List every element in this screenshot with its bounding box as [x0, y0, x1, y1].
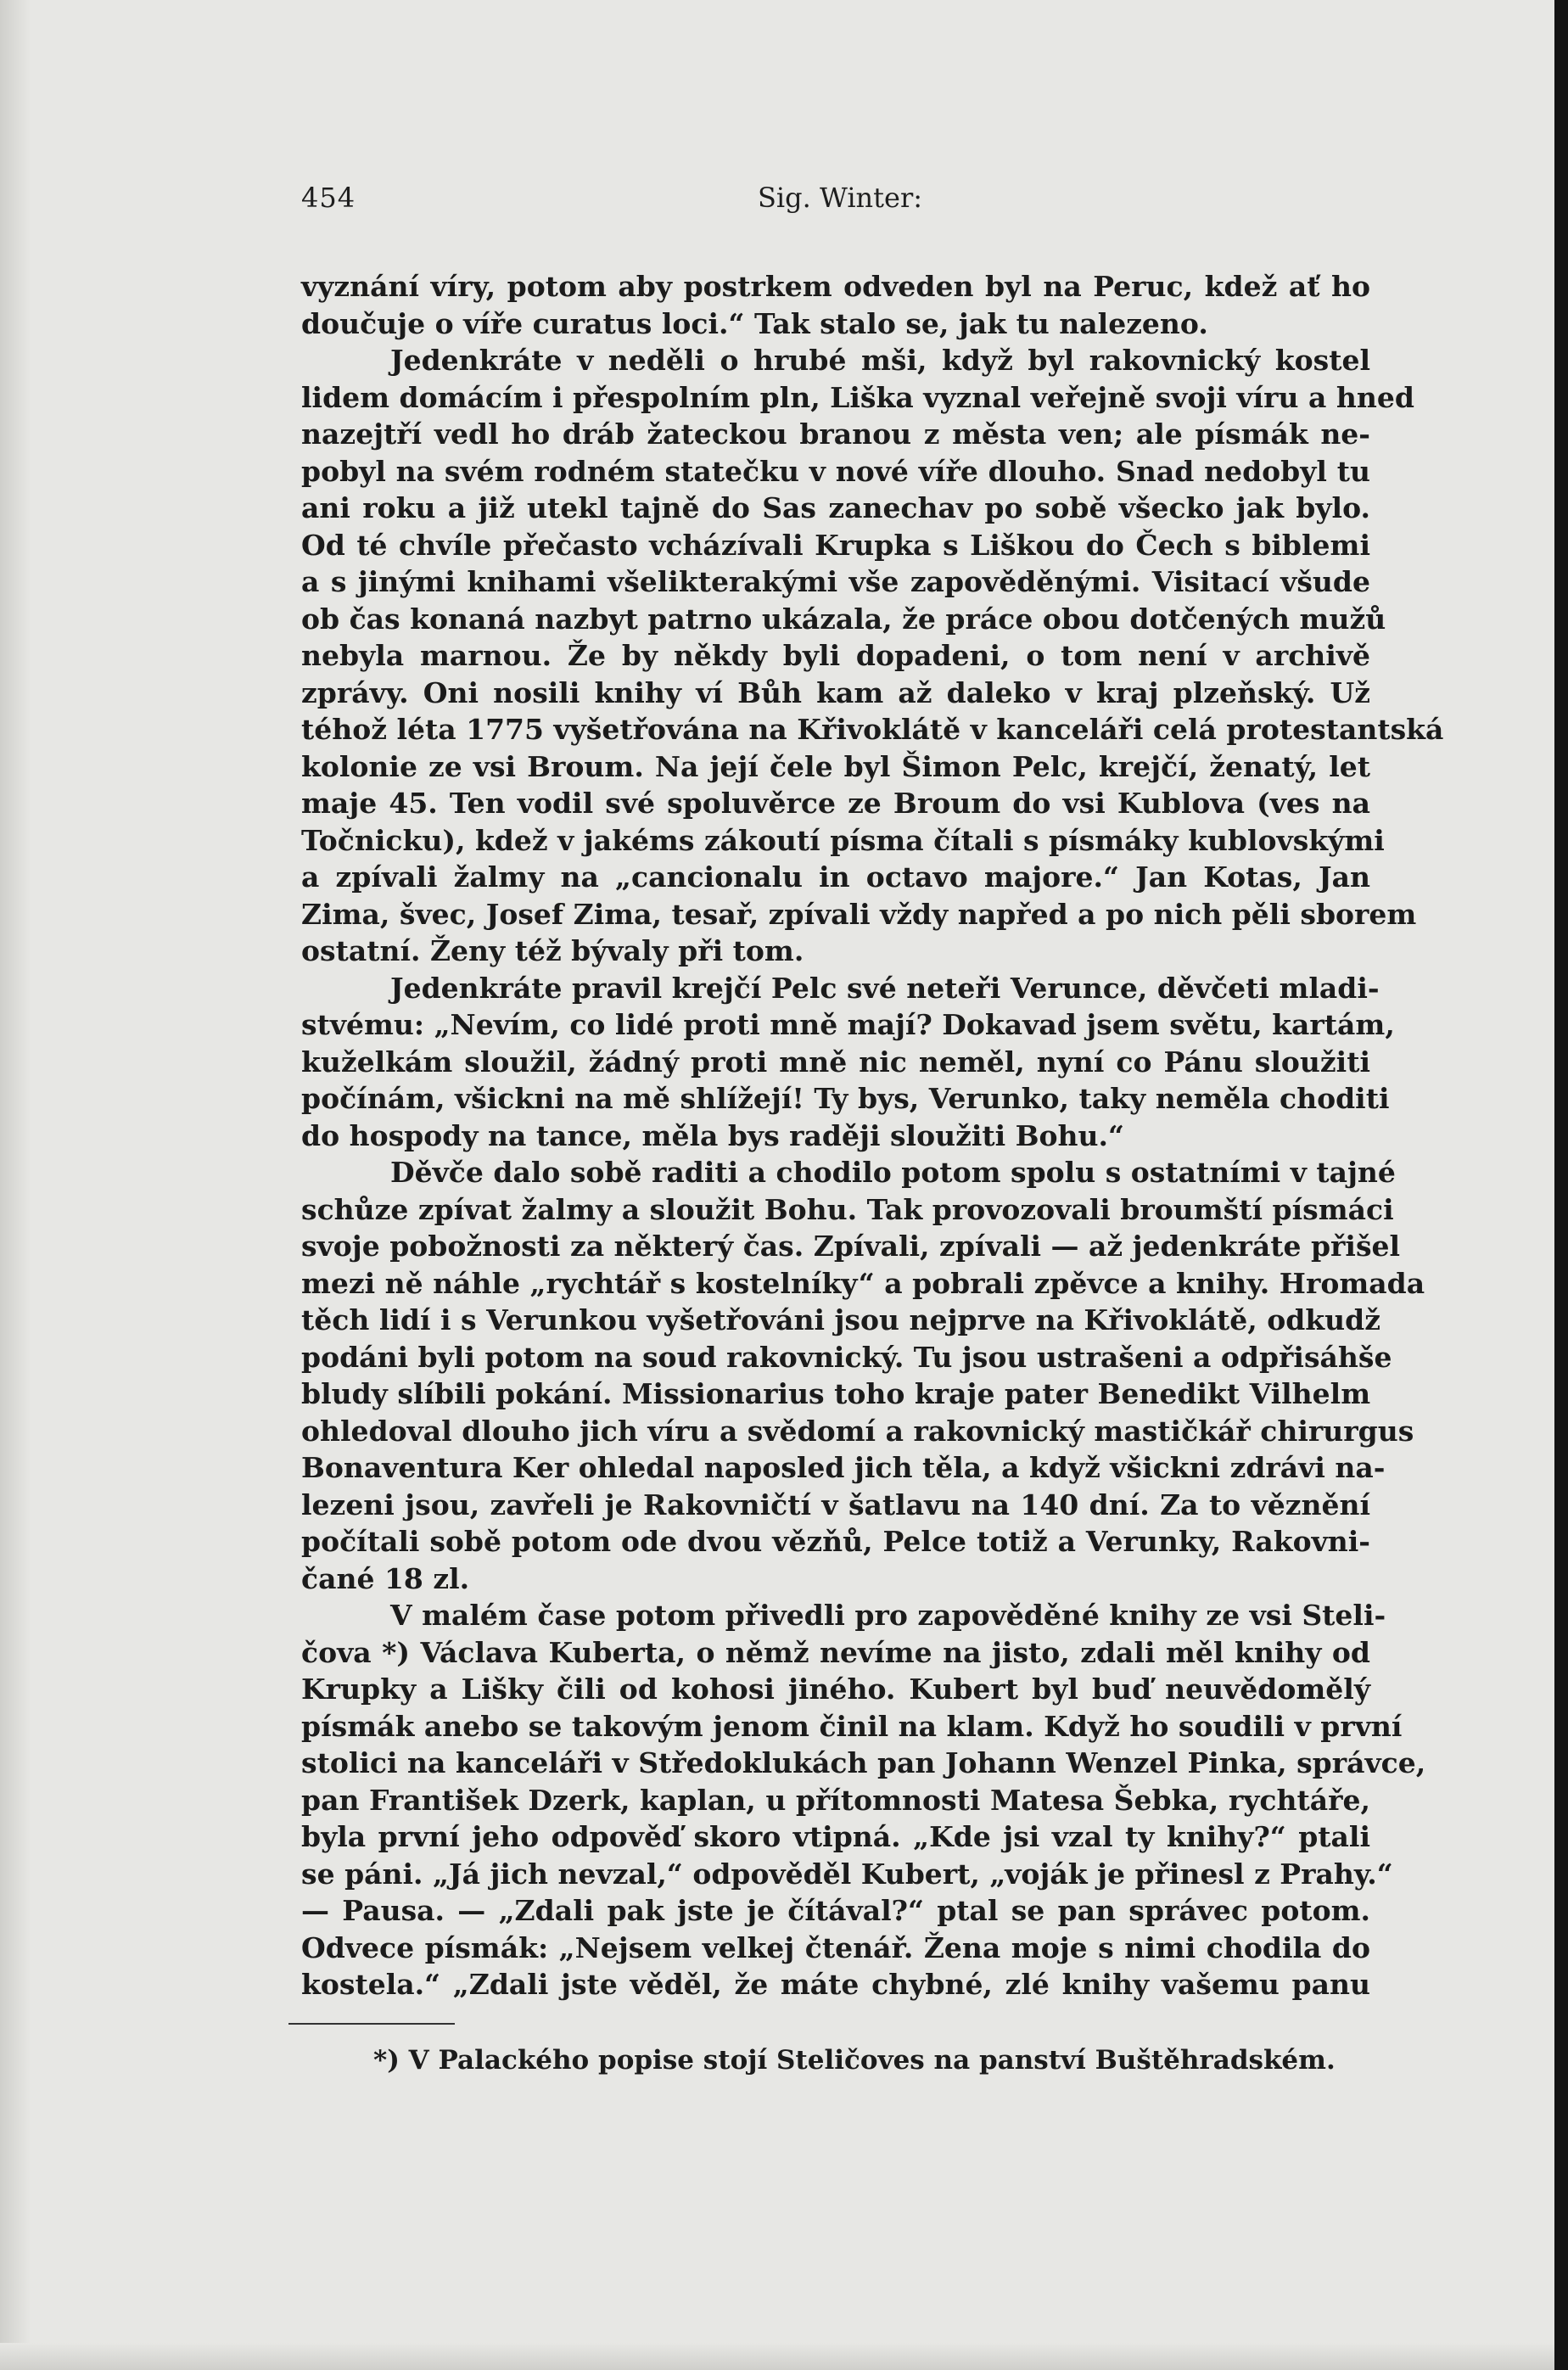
text-line: nazejtří vedl ho dráb žateckou branou z města ven; ale písmák ne-: [301, 417, 1370, 451]
text-line: maje 45. Ten vodil své spoluvěrce ze Broum do vsi Kublova (ves na: [301, 787, 1370, 820]
text-line: — Pausa. — „Zdali pak jste je čítával?“ ptal se pan správec potom.: [301, 1894, 1370, 1927]
text-line: čova *) Václava Kuberta, o němž nevíme na jisto, zdali měl knihy od: [301, 1635, 1370, 1669]
text-line: podáni byli potom na soud rakovnický. Tu jsou ustrašeni a odpřisáhše: [301, 1340, 1392, 1374]
text-line: lezeni jsou, zavřeli je Rakovničtí v šatlavu na 140 dní. Za to věznění: [301, 1488, 1370, 1521]
body-text: [301, 268, 1444, 2003]
text-line: V malém čase potom přivedli pro zapověděné knihy ze vsi Steli-: [390, 1599, 1386, 1632]
text-line: byla první jeho odpověď skoro vtipná. „Kde jsi vzal ty knihy?“ ptali: [301, 1820, 1370, 1853]
text-line: počítali sobě potom ode dvou vězňů, Pelce totiž a Verunky, Rakovni-: [301, 1525, 1370, 1558]
text-line: počínám, všickni na mě shlížejí! Ty bys, Verunko, taky neměla choditi: [301, 1082, 1390, 1115]
text-line: čané 18 zl.: [301, 1561, 470, 1595]
text-line: stvému: „Nevím, co lidé proti mně mají? Dokavad jsem světu, kartám,: [301, 1008, 1395, 1041]
text-line: ob čas konaná nazbyt patrno ukázala, že práce obou dotčených mužů: [301, 602, 1386, 636]
page-number: 454: [301, 182, 356, 214]
footnote: *) V Palackého popise stojí Steličoves na panství Buštěhradském.: [373, 2045, 1336, 2076]
text-line: písmák anebo se takovým jenom činil na klam. Když ho soudili v první: [301, 1709, 1403, 1743]
text-line: Krupky a Lišky čili od kohosi jiného. Kubert byl buď neuvědomělý: [301, 1672, 1370, 1706]
text-line: doučuje o víře curatus loci.“ Tak stalo se, jak tu nalezeno.: [301, 306, 1208, 340]
text-line: ostatní. Ženy též bývaly při tom.: [301, 934, 804, 967]
scan-left-edge: [0, 0, 31, 2370]
text-line: mezi ně náhle „rychtář s kostelníky“ a pobrali zpěvce a knihy. Hromada: [301, 1266, 1425, 1300]
scan-right-edge: [1554, 0, 1568, 2370]
running-head: Sig. Winter:: [758, 182, 923, 214]
text-line: Jedenkráte v neděli o hrubé mši, když byl rakovnický kostel: [390, 344, 1370, 377]
text-line: se páni. „Já jich nevzal,“ odpověděl Kubert, „voják je přinesl z Prahy.“: [301, 1857, 1393, 1891]
text-line: Odvece písmák: „Nejsem velkej čtenář. Žena moje s nimi chodila do: [301, 1930, 1370, 1964]
text-line: do hospody na tance, měla bys raději sloužiti Bohu.“: [301, 1118, 1124, 1152]
page-header: [301, 182, 1370, 224]
text-line: kolonie ze vsi Broum. Na její čele byl Šimon Pelc, krejčí, ženatý, let: [301, 749, 1370, 783]
footnote-rule: [288, 2023, 455, 2025]
text-line: a s jinými knihami všelikterakými vše zapověděnými. Visitací všude: [301, 565, 1370, 598]
text-line: Bonaventura Ker ohledal naposled jich těla, a když všickni zdrávi na-: [301, 1451, 1386, 1484]
text-line: a zpívali žalmy na „cancionalu in octavo majore.“ Jan Kotas, Jan: [301, 860, 1370, 894]
text-line: nebyla marnou. Že by někdy byli dopadeni, o tom není v archivě: [301, 639, 1370, 672]
text-line: těch lidí i s Verunkou vyšetřováni jsou nejprve na Křivoklátě, odkudž: [301, 1303, 1380, 1336]
text-line: téhož léta 1775 vyšetřována na Křivoklátě v kanceláři celá protestantská: [301, 713, 1444, 746]
text-line: lidem domácím i přespolním pln, Liška vyznal veřejně svoji víru a hned: [301, 380, 1414, 414]
text-line: Děvče dalo sobě raditi a chodilo potom spolu s ostatními v tajné: [390, 1156, 1396, 1189]
text-line: Jedenkráte pravil krejčí Pelc své neteři Verunce, děvčeti mladi-: [390, 971, 1380, 1005]
text-line: pan František Dzerk, kaplan, u přítomnosti Matesa Šebka, rychtáře,: [301, 1783, 1370, 1817]
scan-bottom-edge: [0, 2343, 1554, 2370]
text-line: bludy slíbili pokání. Missionarius toho kraje pater Benedikt Vilhelm: [301, 1377, 1371, 1410]
text-line: kuželkám sloužil, žádný proti mně nic neměl, nyní co Pánu sloužiti: [301, 1045, 1370, 1079]
text-line: vyznání víry, potom aby postrkem odveden byl na Peruc, kdež ať ho: [301, 270, 1370, 303]
text-line: svoje pobožnosti za některý čas. Zpívali, zpívali — až jedenkráte přišel: [301, 1230, 1401, 1263]
text-line: schůze zpívat žalmy a sloužit Bohu. Tak provozovali broumští písmáci: [301, 1192, 1394, 1226]
text-line: stolici na kanceláři v Středoklukách pan Johann Wenzel Pinka, správce,: [301, 1746, 1426, 1779]
text-line: pobyl na svém rodném statečku v nové víře dlouho. Snad nedobyl tu: [301, 454, 1370, 488]
text-line: Točnicku), kdež v jakéms zákoutí písma čítali s písmáky kublovskými: [301, 823, 1385, 857]
text-line: ohledoval dlouho jich víru a svědomí a rakovnický mastičkář chirurgus: [301, 1414, 1414, 1448]
text-line: zprávy. Oni nosili knihy ví Bůh kam až daleko v kraj plzeňský. Už: [301, 675, 1370, 709]
text-line: ani roku a již utekl tajně do Sas zanechav po sobě všecko jak bylo.: [301, 491, 1370, 524]
text-line: Zima, švec, Josef Zima, tesař, zpívali vždy napřed a po nich pěli sborem: [301, 897, 1417, 931]
text-line: Od té chvíle přečasto vcházívali Krupka s Liškou do Čech s biblemi: [301, 528, 1370, 562]
text-line: kostela.“ „Zdali jste věděl, že máte chybné, zlé knihy vašemu panu: [301, 1968, 1370, 2001]
